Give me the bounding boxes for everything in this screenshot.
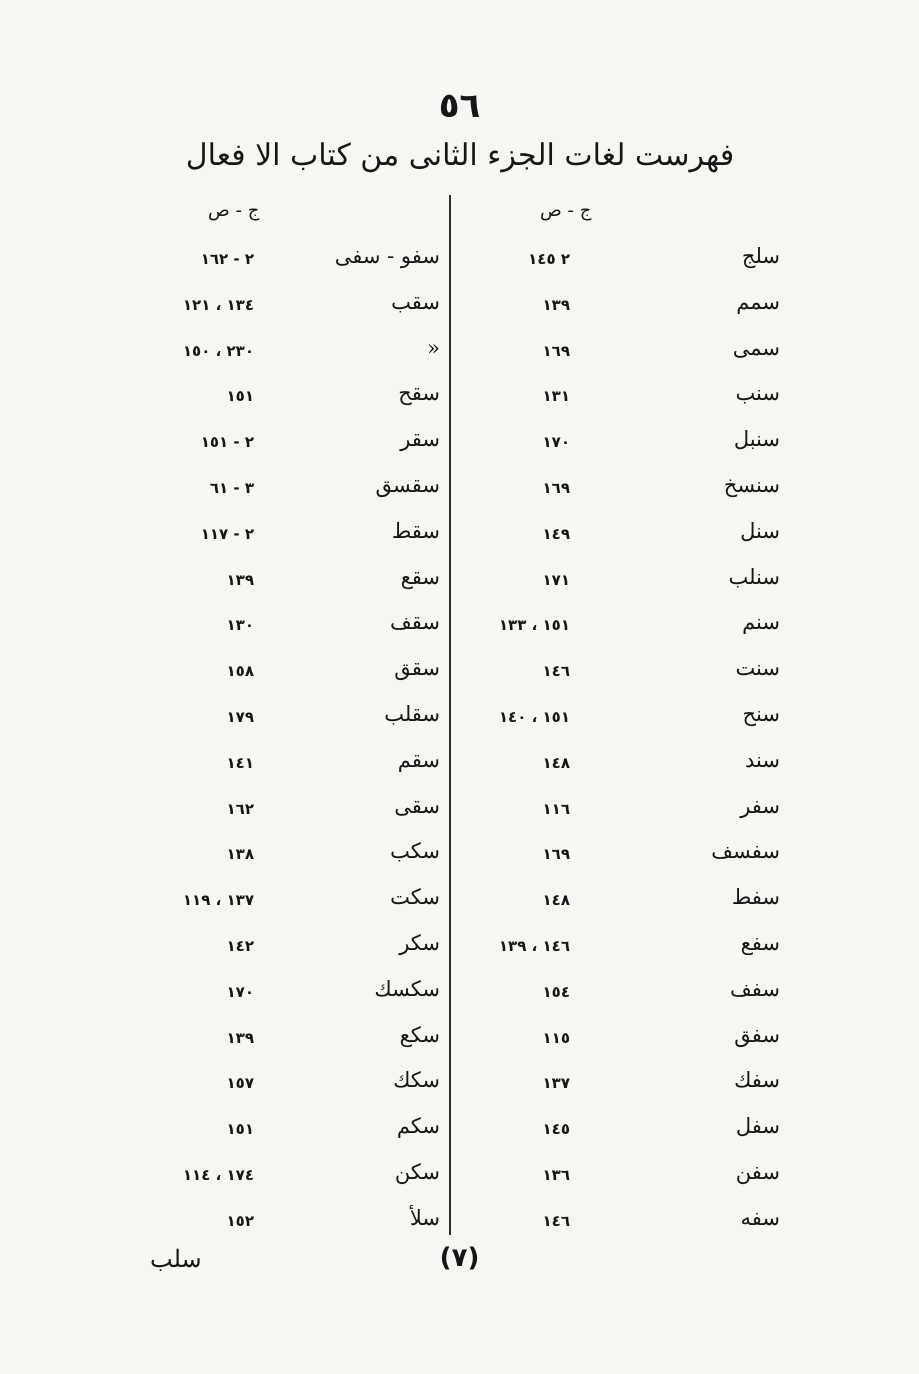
- entry-word: سكب: [390, 839, 440, 864]
- entry-word: سنسخ: [723, 472, 780, 497]
- entry-reference: ١٦٩: [542, 845, 570, 864]
- entry-word: سمی: [732, 335, 780, 360]
- index-entry: [120, 1114, 450, 1160]
- entry-reference: ٢ - ١١٧: [200, 524, 254, 543]
- entry-word: سفع: [740, 930, 780, 955]
- entry-reference: ١٥٤: [542, 982, 570, 1001]
- index-entry: [470, 381, 790, 427]
- index-entry: [470, 1114, 790, 1160]
- index-entry: [120, 427, 450, 473]
- entry-word: سقلب: [384, 701, 440, 726]
- index-entry: [120, 702, 450, 748]
- sheet-number: (٧): [439, 1243, 480, 1273]
- entry-word: سنت: [735, 656, 780, 681]
- entry-word: سلج: [741, 244, 780, 268]
- entry-word: سفن: [735, 1159, 780, 1184]
- index-entry: [470, 610, 790, 656]
- entry-reference: ١٣٤ ، ١٢١: [182, 295, 254, 314]
- entry-word: سفر: [740, 793, 780, 818]
- entry-reference: ١٣٧ ، ١١٩: [182, 891, 254, 910]
- index-entry: [120, 290, 450, 336]
- entry-word: سنل: [740, 518, 780, 543]
- entry-word: سنم: [742, 610, 780, 635]
- index-entry: [120, 610, 450, 656]
- index-entry: [120, 931, 450, 977]
- entry-reference: ١٧٩: [226, 707, 254, 726]
- catchword: سلب: [150, 1245, 202, 1273]
- entry-reference: ١٣٩: [226, 1028, 254, 1047]
- index-entry: [120, 885, 450, 931]
- entry-reference: ١٤٦: [542, 662, 570, 681]
- index-entry: [470, 244, 790, 290]
- entry-reference: ١٧٠: [542, 433, 570, 452]
- entry-reference: ١١٥: [542, 1028, 570, 1047]
- column-header-left: ج - ص: [208, 200, 260, 221]
- index-entry: [470, 427, 790, 473]
- entry-word: سند: [745, 747, 780, 772]
- entry-reference: ١٥٢: [226, 1211, 254, 1230]
- entry-reference: ٣ - ٦١: [209, 478, 254, 497]
- entry-word: سفف: [730, 976, 780, 1001]
- entry-word: سنب: [735, 381, 780, 406]
- entry-reference: ١٣٩: [542, 295, 570, 314]
- entry-reference: ١٦٩: [542, 478, 570, 497]
- entry-reference: ٢ ١٤٥: [528, 250, 570, 268]
- index-entry: [120, 1160, 450, 1206]
- entry-reference: ١٤٥: [542, 1120, 570, 1139]
- index-entry: [470, 519, 790, 565]
- entry-reference: ١٤٢: [226, 936, 254, 955]
- entry-reference: ١٤٦ ، ١٣٩: [498, 936, 570, 955]
- index-entry: [470, 748, 790, 794]
- index-entry: [120, 1068, 450, 1114]
- entry-reference: ١٣١: [542, 387, 570, 406]
- index-entry: [120, 244, 450, 290]
- entry-word: سفو - سفی: [334, 244, 440, 268]
- entry-word: سكت: [390, 885, 440, 910]
- entry-word: سقب: [391, 289, 440, 314]
- index-entry: [470, 565, 790, 611]
- index-entry: [120, 473, 450, 519]
- entry-reference: ١٧٠: [226, 982, 254, 1001]
- entry-reference: ٢ - ١٦٢: [200, 250, 254, 268]
- entry-reference: ٢ - ١٥١: [200, 433, 254, 452]
- index-entry: [470, 656, 790, 702]
- entry-word: سكك: [393, 1068, 440, 1093]
- entry-word: سقر: [400, 427, 440, 452]
- entry-reference: ١٦٢: [226, 799, 254, 818]
- entry-reference: ١٥٨: [226, 662, 254, 681]
- entry-word: سكر: [399, 930, 440, 955]
- index-entry: [470, 977, 790, 1023]
- entry-word: سقف: [390, 610, 440, 635]
- entry-word: سفل: [735, 1114, 780, 1139]
- entry-reference: ١٧١: [542, 570, 570, 589]
- entry-reference: ١٣٧: [542, 1074, 570, 1093]
- index-entry: [470, 885, 790, 931]
- entry-reference: ١٤٨: [542, 891, 570, 910]
- index-column-left: [120, 244, 450, 1252]
- entry-reference: ١٥١ ، ١٣٣: [498, 616, 570, 635]
- index-entry: [120, 565, 450, 611]
- entry-word: سكسك: [374, 976, 440, 1001]
- column-header-right: ج - ص: [540, 200, 592, 221]
- entry-reference: ٢٣٠ ، ١٥٠: [182, 341, 254, 360]
- entry-reference: ١٤١: [226, 753, 254, 772]
- entry-reference: ١٥١: [226, 1120, 254, 1139]
- index-entry: [470, 290, 790, 336]
- index-entry: [120, 381, 450, 427]
- index-entry: [120, 794, 450, 840]
- entry-word: سقق: [394, 656, 440, 681]
- index-entry: [470, 1068, 790, 1114]
- index-entry: [120, 336, 450, 382]
- index-entry: [120, 1023, 450, 1069]
- entry-word: سفسف: [711, 839, 780, 864]
- entry-reference: ١٥١ ، ١٤٠: [498, 707, 570, 726]
- entry-reference: ١٣٨: [226, 845, 254, 864]
- index-entry: [470, 702, 790, 748]
- index-entry: [120, 519, 450, 565]
- index-entry: [470, 1023, 790, 1069]
- index-entry: [120, 977, 450, 1023]
- entry-reference: ١٤٨: [542, 753, 570, 772]
- entry-word: سلأ: [409, 1205, 440, 1230]
- entry-reference: ١٣٩: [226, 570, 254, 589]
- entry-word: سقح: [398, 381, 440, 406]
- entry-word: سقط: [391, 518, 440, 543]
- entry-word: سفط: [731, 885, 780, 910]
- entry-word: سكع: [399, 1022, 440, 1047]
- page-title: فهرست لغات الجزء الثانی من کتاب الا فعال: [185, 138, 735, 173]
- entry-word: سنلب: [728, 564, 780, 589]
- entry-word: سفق: [734, 1022, 780, 1047]
- index-column-right: [470, 244, 790, 1252]
- entry-word: سقی: [394, 793, 440, 818]
- index-entry: [120, 839, 450, 885]
- index-entry: [120, 748, 450, 794]
- entry-reference: ١١٦: [542, 799, 570, 818]
- index-entry: [470, 473, 790, 519]
- entry-word: سنبل: [733, 427, 780, 452]
- entry-word: سنح: [742, 701, 780, 726]
- entry-word: سكن: [394, 1159, 440, 1184]
- entry-reference: ١٤٩: [542, 524, 570, 543]
- entry-word: سكم: [396, 1114, 440, 1139]
- entry-word: سفك: [734, 1068, 780, 1093]
- entry-word: سقع: [400, 564, 440, 589]
- entry-word: سفه: [740, 1205, 780, 1230]
- entry-reference: ١٦٩: [542, 341, 570, 360]
- entry-reference: ١٧٤ ، ١١٤: [182, 1165, 254, 1184]
- index-entry: [470, 839, 790, 885]
- entry-word: «: [427, 335, 440, 360]
- index-entry: [470, 794, 790, 840]
- index-entry: [470, 336, 790, 382]
- entry-word: سقسق: [375, 472, 440, 497]
- entry-word: سقم: [397, 747, 440, 772]
- entry-reference: ١٣٠: [226, 616, 254, 635]
- entry-word: سمم: [736, 289, 780, 314]
- index-entry: [120, 656, 450, 702]
- page-number: ٥٦: [438, 86, 481, 126]
- entry-reference: ١٥١: [226, 387, 254, 406]
- entry-reference: ١٥٧: [226, 1074, 254, 1093]
- index-entry: [470, 1160, 790, 1206]
- entry-reference: ١٣٦: [542, 1165, 570, 1184]
- index-entry: [470, 931, 790, 977]
- entry-reference: ١٤٦: [542, 1211, 570, 1230]
